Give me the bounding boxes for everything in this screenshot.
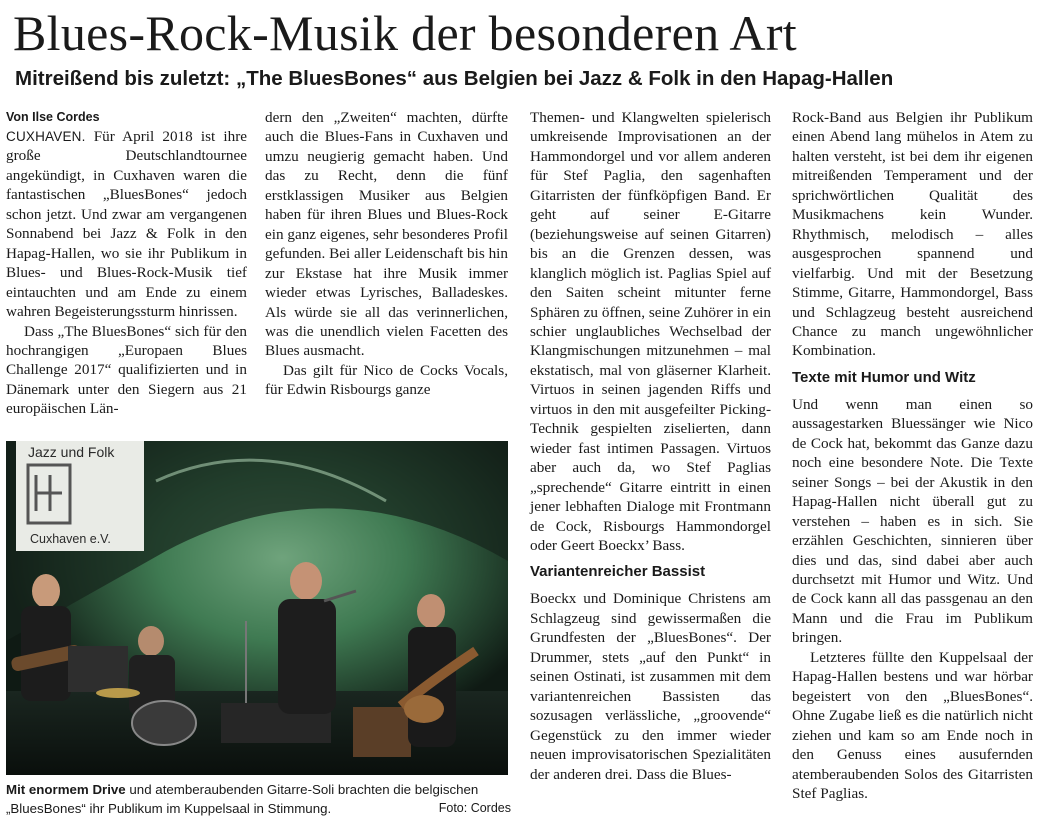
paragraph-text: Themen- und Klangwelten spielerisch umkreisende Improvisationen an der Hammondorgel und vor allem anderen für Stef Paglia, den sagenhaften Gitarristen der fünfköpfigen Band. Er geht auf seiner E-Gitarre (beziehungsweise auf seinen Gitarren) bis an die Grenzen dessen, was klanglich möglich ist. Paglias Spiel auf den Saiten scheint mitunter ferne Sphären zu öffnen, seine Zuhörer in ein schier unglaubliches Wechselbad der Klangmischungen mitzunehmen – mal ekstatisch, mal von gläserner Klarheit. Virtuos in seinen jagenden Riffs und virtuos in den mit ausgefeilter Picking-Technik gespielten ziselierten, dann wieder fast intimen Passagen. Virtuos aber auch da, wo Stef Paglias „sprechende“ Gitarre eintritt in einen jener lebhaften Dialoge mit Frontmann de Cock, Risbourgs Hammondorgel oder Geert Boeckx’ Bass. — [530, 109, 771, 554]
article-paragraph — [265, 361, 508, 400]
article-paragraph — [6, 127, 247, 322]
paragraph-text: Rock-Band aus Belgien ihr Publikum einen Abend lang mühelos in Atem zu halten versteht, ist bei dem ihr eigenen mitreißenden Temperament und der sprichwörtlichen Qualität des Musikmachens kein Wunder. Rhythmisch, melodisch – alles ausgesprochen spannend und vielfarbig. Und mit der Besetzung Stimme, Gitarre, Hammondorgel, Bass und Schlagzeug besteht ausreichend Chance zu manch ungewöhnlicher Kombination. — [792, 109, 1033, 360]
paragraph-text: Boeckx und Dominique Christens am Schlagzeug sind gewissermaßen die Grundfesten der „BluesBones“. Der Drummer, stets „auf den Punkt“ in seinen Ostinati, ist zusammen mit dem variantenreichen Bassisten das sozusagen verlässliche, „groovende“ Gegenstück zu den immer wieder neuen improvisatorischen Spezialitäten der anderen drei. Dass die Blues- — [530, 590, 771, 783]
paragraph-text: Das gilt für Nico de Cocks Vocals, für Edwin Risbourgs ganze — [265, 361, 508, 399]
headline: Blues-Rock-Musik der besonderen Art — [13, 5, 797, 61]
crosshead-bassist: Variantenreicher Bassist — [530, 563, 706, 581]
subheadline: Mitreißend bis zuletzt: „The BluesBones“ aus Belgien bei Jazz & Folk in den Hapag-Hallen — [15, 67, 894, 90]
concert-scene-illustration — [6, 441, 508, 775]
dateline: CUXHAVEN. — [6, 129, 86, 144]
article-paragraph — [530, 589, 771, 784]
concert-photo — [6, 441, 508, 775]
article-paragraph — [265, 108, 508, 361]
amplifier — [68, 646, 128, 692]
crosshead-humor: Texte mit Humor und Witz — [792, 368, 976, 386]
article-paragraph — [792, 108, 1033, 361]
article-column-4 — [792, 108, 1033, 803]
article-paragraph — [530, 108, 771, 555]
photo-caption — [6, 780, 511, 818]
article-paragraph — [792, 648, 1033, 804]
banner-subtitle-text: Cuxhaven e.V. — [30, 532, 111, 546]
byline: Von Ilse Cordes — [6, 110, 100, 124]
paragraph-text: Letzteres füllte den Kuppelsaal der Hapag-Hallen bestens und war hörbar begeistert von den „BluesBones“. Ohne Zugabe ließ es die natürlich nicht ziehen und kam so am Ende noch in den Genuss eines ausufernden atemberaubenden Solos des Gitarristen Stef Paglias. — [792, 648, 1033, 802]
caption-lead: Mit enormem Drive — [6, 782, 126, 797]
photo-credit: Foto: Cordes — [438, 801, 511, 815]
paragraph-text: Und wenn man einen so aussagestarken Bluessänger wie Nico de Cock hat, bekommt das Ganze dazu noch eine besondere Note. Die Texte seiner Songs – bei der Akustik in den Hapag-Hallen nicht überall gut zu verstehen – haben es in sich. Sie erzählen Geschichten, sinnieren über dies und das, sind dabei aber auch durchsetzt mit Humor und Witz. Und de Cock kann all das passgenau an den Mann und die Frau im Publikum bringen. — [792, 395, 1033, 647]
caption-text: und atemberaubenden Gitarre-Soli brachten die belgischen „BluesBones“ ihr Publikum im Kuppelsaal in Stimmung. — [6, 782, 479, 816]
article-paragraph — [792, 395, 1033, 648]
speaker-cabinet — [353, 707, 411, 757]
article-paragraph — [6, 322, 247, 419]
article-column-1 — [6, 108, 247, 419]
banner-title-text: Jazz und Folk — [28, 444, 115, 460]
article-column-3 — [530, 108, 771, 784]
article-column-2 — [265, 108, 508, 400]
paragraph-text: Für April 2018 ist ihre große Deutschlandtournee angekündigt, in Cuxhaven waren die fantastischen „BluesBones“ jedoch schon jetzt. Und zwar am vergangenen Sonnabend bei Jazz & Folk in den Hapag-Hallen, wo sie ihr Publikum in Blues- und Blues-Rock-Musik tief eintauchten und am Ende zu einem wahren Begeisterungssturm hinrissen. — [6, 128, 248, 321]
paragraph-text: dern den „Zweiten“ machten, dürfte auch die Blues-Fans in Cuxhaven und umzu neugierig gemacht haben. Und das zu Recht, denn die fünf erstklassigen Musiker aus Belgien haben für ihren Blues und Blues-Rock ein ganz eigenes, sehr besonderes Profil gefunden. Bei aller Leidenschaft bis hin zur Ekstase hat ihre Musik immer wieder etwas Lyrisches, Balladeskes. Als würde sie all das verinnerlichen, was die unendlich vielen Facetten des Blues ausmacht. — [265, 109, 508, 360]
paragraph-text: Dass „The BluesBones“ sich für den hochrangigen „Europaen Blues Challenge 2017“ qualifizierten und in Dänemark unter den Siegern aus 21 europäischen Län- — [6, 322, 247, 418]
